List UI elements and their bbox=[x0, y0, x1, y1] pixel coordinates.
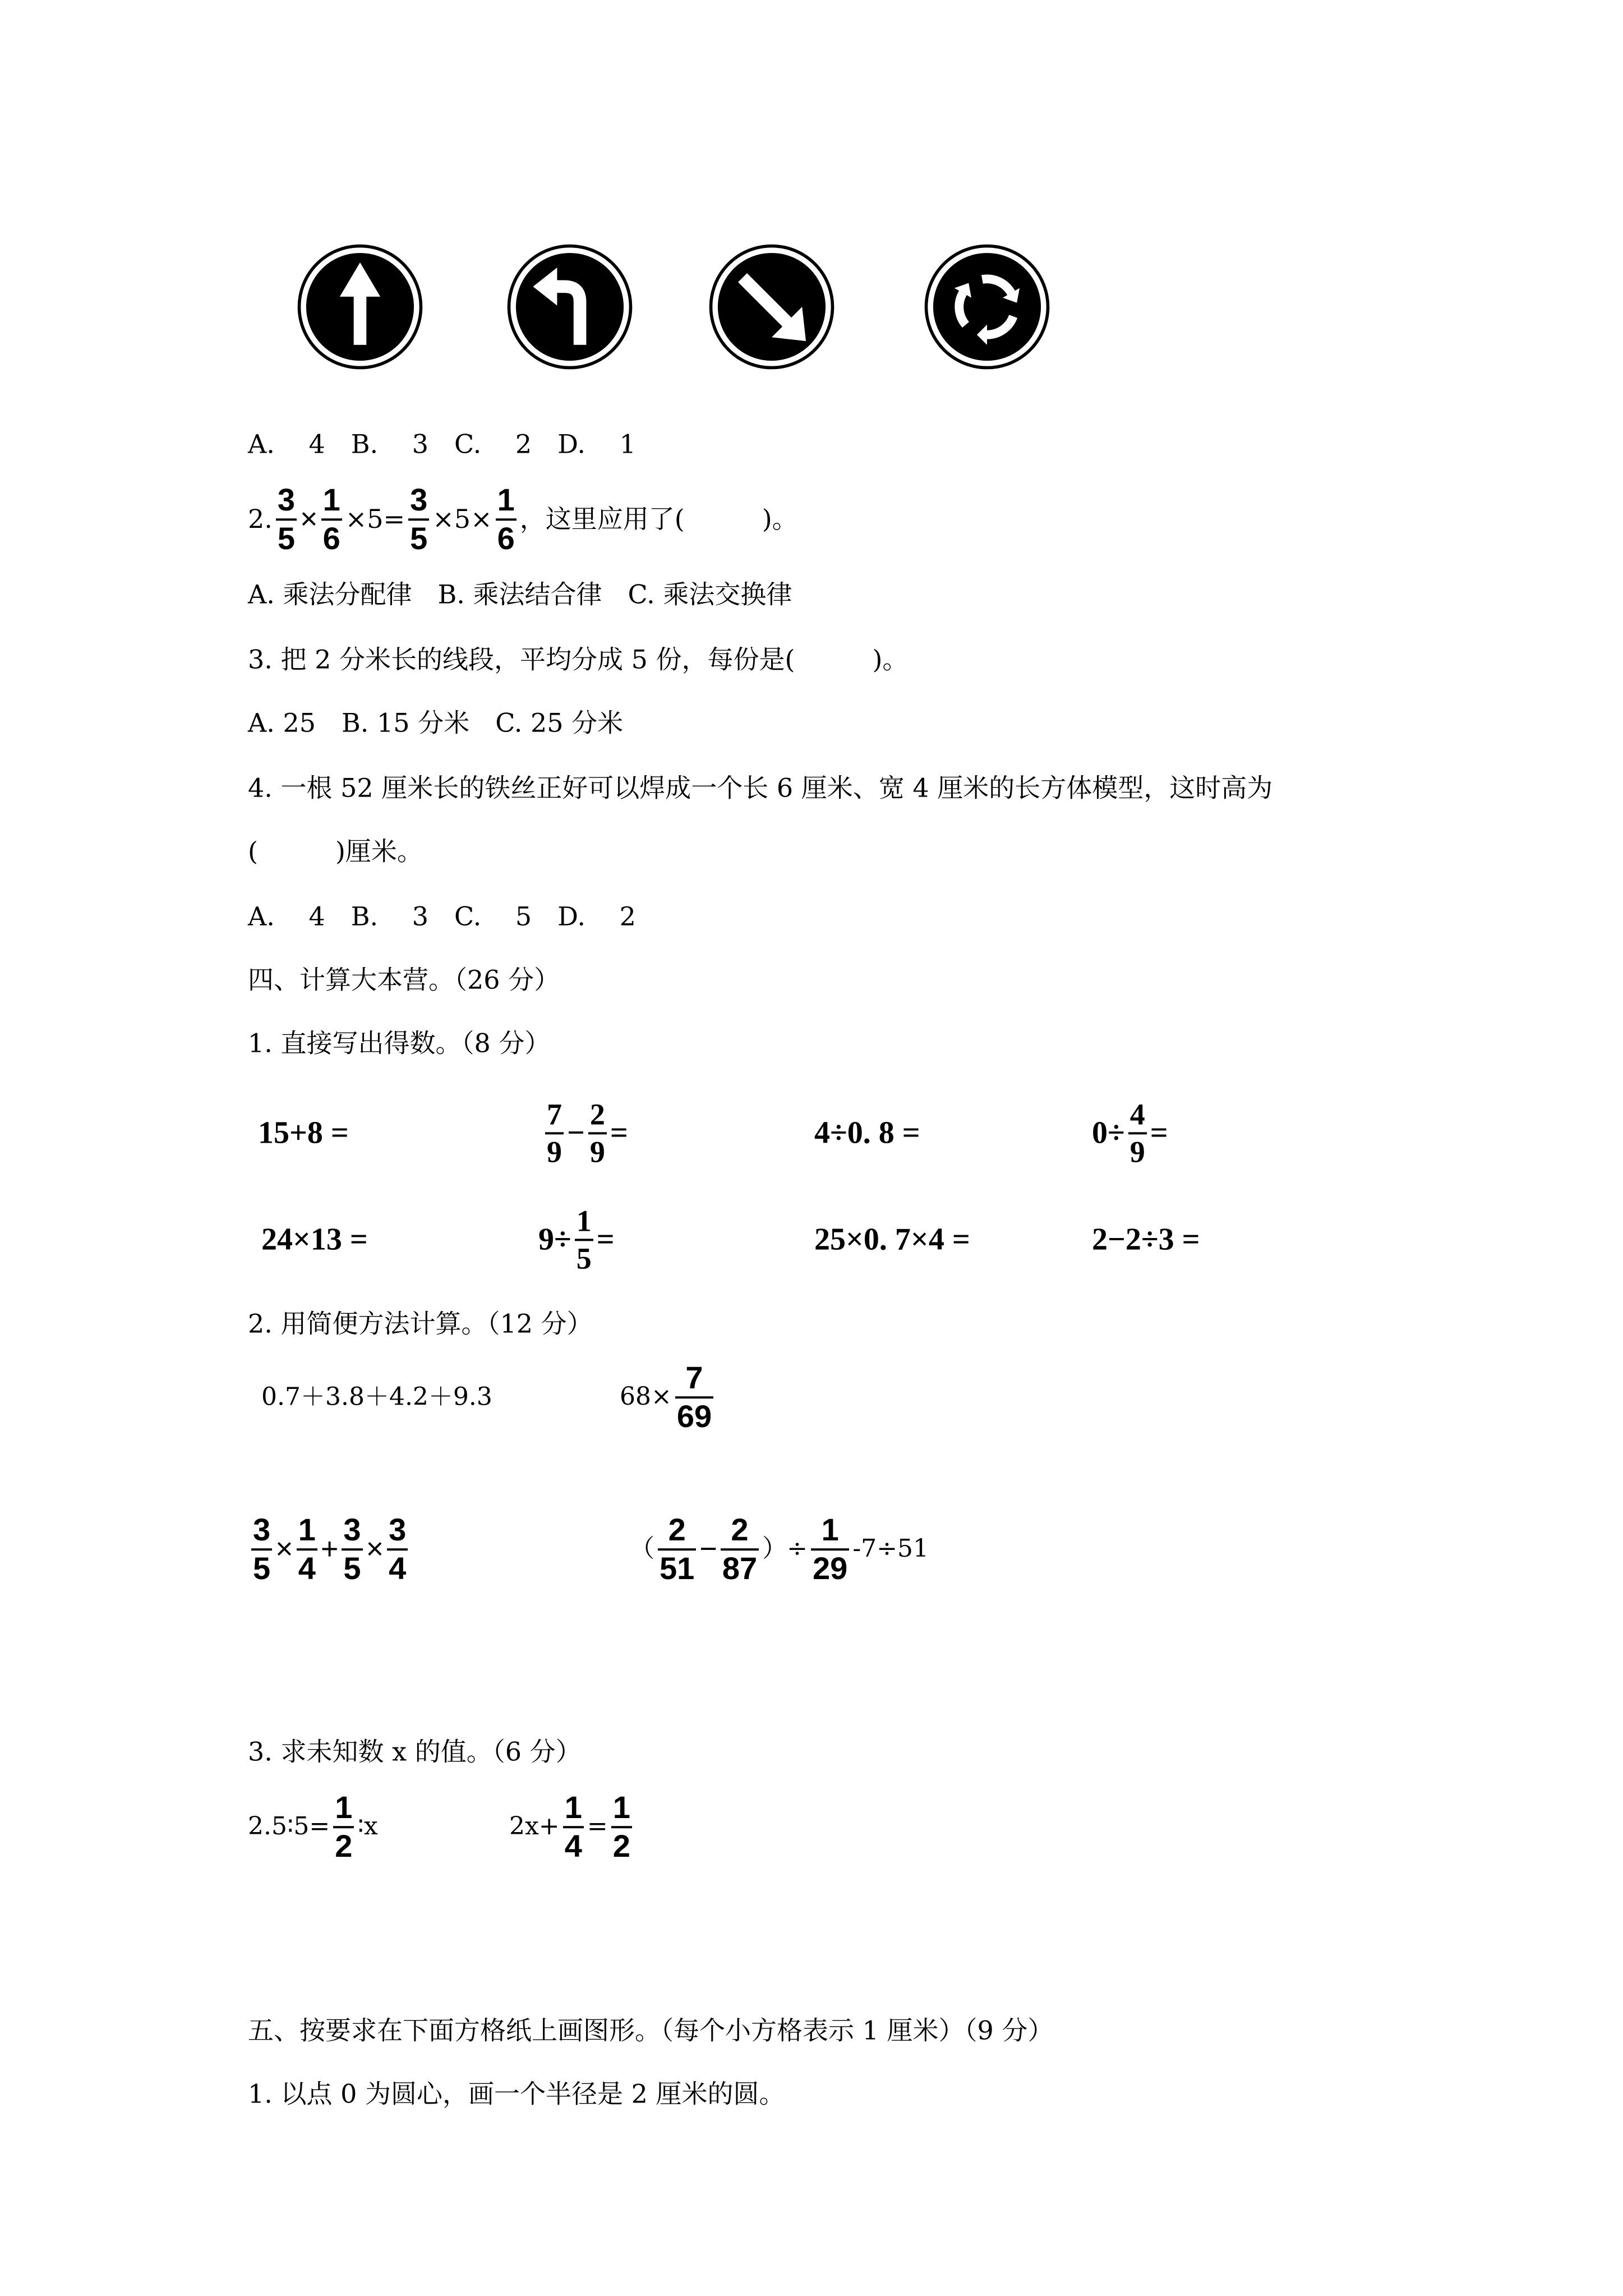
operator: − bbox=[567, 1115, 585, 1151]
calc-item: 25×0. 7×4 = bbox=[814, 1222, 970, 1257]
q2-options: A. 乘法分配律 B. 乘法结合律 C. 乘法交换律 bbox=[248, 579, 792, 610]
open-paren: （ bbox=[630, 1534, 654, 1563]
q4-question-line2: ( )厘米。 bbox=[248, 836, 423, 867]
calc-item: 24×13 = bbox=[261, 1222, 368, 1257]
section4-title: 四、计算大本营。（26 分） bbox=[248, 964, 560, 995]
fraction-denominator: 9 bbox=[547, 1135, 562, 1168]
fraction bbox=[342, 1513, 362, 1585]
fraction bbox=[1128, 1098, 1147, 1167]
calc-item bbox=[542, 1098, 628, 1167]
roundabout-arrows-icon bbox=[924, 243, 1050, 370]
simplify-item: 0.7＋3.8＋4.2＋9.3 bbox=[261, 1382, 492, 1411]
traffic-sign-straight bbox=[297, 243, 423, 370]
fraction-numerator: 1 bbox=[298, 1512, 316, 1548]
section5-title: 五、按要求在下面方格纸上画图形。（每个小方格表示 1 厘米）（9 分） bbox=[248, 2015, 1054, 2046]
section5-item1: 1. 以点 0 为圆心，画一个半径是 2 厘米的圆。 bbox=[248, 2078, 785, 2109]
simplify-item bbox=[248, 1513, 411, 1585]
fraction-numerator: 3 bbox=[277, 482, 296, 518]
calc-item bbox=[538, 1205, 615, 1274]
fraction bbox=[811, 1513, 849, 1585]
fraction-bar bbox=[1128, 1132, 1147, 1134]
fraction-numerator: 4 bbox=[1129, 1097, 1145, 1131]
q3-options: A. 25 B. 15 分米 C. 25 分米 bbox=[248, 707, 624, 738]
q1-options: A. 4 B. 3 C. 2 D. 1 bbox=[248, 429, 636, 459]
fraction-numerator: 2 bbox=[668, 1512, 686, 1548]
fraction bbox=[675, 1361, 713, 1433]
fraction-denominator: 9 bbox=[1129, 1135, 1145, 1168]
q2-question bbox=[248, 484, 798, 555]
fraction-bar bbox=[545, 1132, 564, 1134]
q3-question: 3. 把 2 分米长的线段，平均分成 5 份，每份是( )。 bbox=[248, 644, 909, 675]
fraction-numerator: 7 bbox=[685, 1360, 703, 1396]
part3-title: 3. 求未知数 x 的值。（6 分） bbox=[248, 1736, 582, 1767]
fraction-denominator: 6 bbox=[322, 521, 340, 556]
fraction-denominator: 4 bbox=[564, 1828, 582, 1864]
fraction-denominator: 5 bbox=[576, 1241, 592, 1275]
fraction-numerator: 2 bbox=[589, 1097, 605, 1131]
fraction bbox=[333, 1791, 354, 1863]
fraction bbox=[276, 484, 297, 555]
equals-sign: = bbox=[587, 1812, 608, 1841]
operator: ×5= bbox=[345, 504, 405, 535]
fraction-denominator: 87 bbox=[722, 1550, 758, 1586]
calc-prefix: 68× bbox=[620, 1382, 672, 1411]
fraction bbox=[321, 484, 342, 555]
calc-suffix: ∶x bbox=[357, 1812, 378, 1841]
fraction-numerator: 1 bbox=[576, 1204, 592, 1238]
straight-ahead-arrow-icon bbox=[297, 243, 423, 370]
fraction bbox=[545, 1098, 564, 1167]
equation-item bbox=[248, 1791, 378, 1863]
turn-left-arrow-icon bbox=[506, 243, 633, 370]
fraction-denominator: 5 bbox=[277, 521, 296, 556]
operator: − bbox=[699, 1532, 717, 1566]
fraction-bar bbox=[588, 1132, 607, 1134]
traffic-sign-left-turn bbox=[506, 243, 633, 370]
simplify-item bbox=[630, 1513, 929, 1585]
fraction-bar bbox=[575, 1239, 593, 1241]
simplify-item bbox=[620, 1361, 717, 1433]
fraction-numerator: 1 bbox=[322, 482, 340, 518]
operator: ×5× bbox=[432, 504, 492, 535]
calc-suffix: -7÷51 bbox=[852, 1534, 929, 1563]
fraction bbox=[387, 1513, 408, 1585]
operator: × bbox=[366, 1532, 384, 1566]
fraction-numerator: 7 bbox=[547, 1097, 562, 1131]
calc-prefix: 9÷ bbox=[538, 1222, 571, 1257]
calc-prefix: 2x+ bbox=[509, 1812, 560, 1841]
traffic-sign-diagonal bbox=[708, 243, 835, 370]
fraction-numerator: 3 bbox=[410, 482, 428, 518]
fraction-denominator: 2 bbox=[612, 1828, 630, 1864]
fraction-numerator: 1 bbox=[335, 1789, 353, 1825]
fraction-numerator: 1 bbox=[821, 1512, 839, 1548]
equals-sign: = bbox=[596, 1222, 615, 1257]
q4-options: A. 4 B. 3 C. 5 D. 2 bbox=[248, 901, 636, 932]
fraction bbox=[575, 1205, 593, 1274]
calc-item bbox=[1092, 1098, 1168, 1167]
calc-item: 15+8 = bbox=[258, 1115, 349, 1151]
operator: + bbox=[320, 1532, 339, 1566]
fraction-numerator: 1 bbox=[564, 1789, 582, 1825]
fraction-denominator: 4 bbox=[298, 1550, 316, 1586]
fraction bbox=[251, 1513, 272, 1585]
fraction-denominator: 6 bbox=[497, 521, 515, 556]
equation-item bbox=[509, 1791, 635, 1863]
operator: × bbox=[300, 502, 318, 536]
fraction bbox=[496, 484, 517, 555]
traffic-sign-roundabout bbox=[924, 243, 1050, 370]
calc-item: 4÷0. 8 = bbox=[814, 1115, 920, 1151]
part2-title: 2. 用简便方法计算。（12 分） bbox=[248, 1308, 593, 1339]
equals-sign: = bbox=[1150, 1115, 1168, 1151]
fraction-denominator: 4 bbox=[389, 1550, 407, 1586]
fraction-numerator: 3 bbox=[343, 1512, 361, 1548]
fraction-denominator: 2 bbox=[335, 1828, 353, 1864]
question-number: 2. bbox=[248, 504, 273, 535]
fraction-denominator: 29 bbox=[813, 1550, 848, 1586]
fraction-denominator: 9 bbox=[589, 1135, 605, 1168]
calc-prefix: 2.5∶5= bbox=[248, 1812, 330, 1841]
fraction-numerator: 1 bbox=[612, 1789, 630, 1825]
question-text: ，这里应用了( )。 bbox=[519, 504, 798, 535]
fraction-numerator: 2 bbox=[731, 1512, 749, 1548]
calc-prefix: 0÷ bbox=[1092, 1115, 1125, 1151]
lower-right-arrow-icon bbox=[708, 243, 835, 370]
fraction-numerator: 3 bbox=[253, 1512, 271, 1548]
fraction bbox=[408, 484, 429, 555]
fraction bbox=[588, 1098, 607, 1167]
equals-sign: = bbox=[610, 1115, 628, 1151]
q4-question-line1: 4. 一根 52 厘米长的铁丝正好可以焊成一个长 6 厘米、宽 4 厘米的长方体模型，这时高为 bbox=[248, 772, 1273, 803]
fraction bbox=[658, 1513, 696, 1585]
close-paren-divide: ）÷ bbox=[762, 1534, 808, 1563]
fraction bbox=[563, 1791, 584, 1863]
fraction-denominator: 5 bbox=[410, 521, 428, 556]
fraction-denominator: 5 bbox=[343, 1550, 361, 1586]
fraction-numerator: 1 bbox=[497, 482, 515, 518]
operator: × bbox=[275, 1532, 293, 1566]
fraction bbox=[721, 1513, 759, 1585]
calc-item: 2−2÷3 = bbox=[1092, 1222, 1200, 1257]
fraction-numerator: 3 bbox=[389, 1512, 407, 1548]
part1-title: 1. 直接写出得数。（8 分） bbox=[248, 1028, 551, 1059]
fraction-denominator: 69 bbox=[676, 1398, 712, 1434]
fraction-denominator: 51 bbox=[660, 1550, 695, 1586]
fraction bbox=[297, 1513, 317, 1585]
fraction bbox=[611, 1791, 632, 1863]
fraction-denominator: 5 bbox=[253, 1550, 271, 1586]
